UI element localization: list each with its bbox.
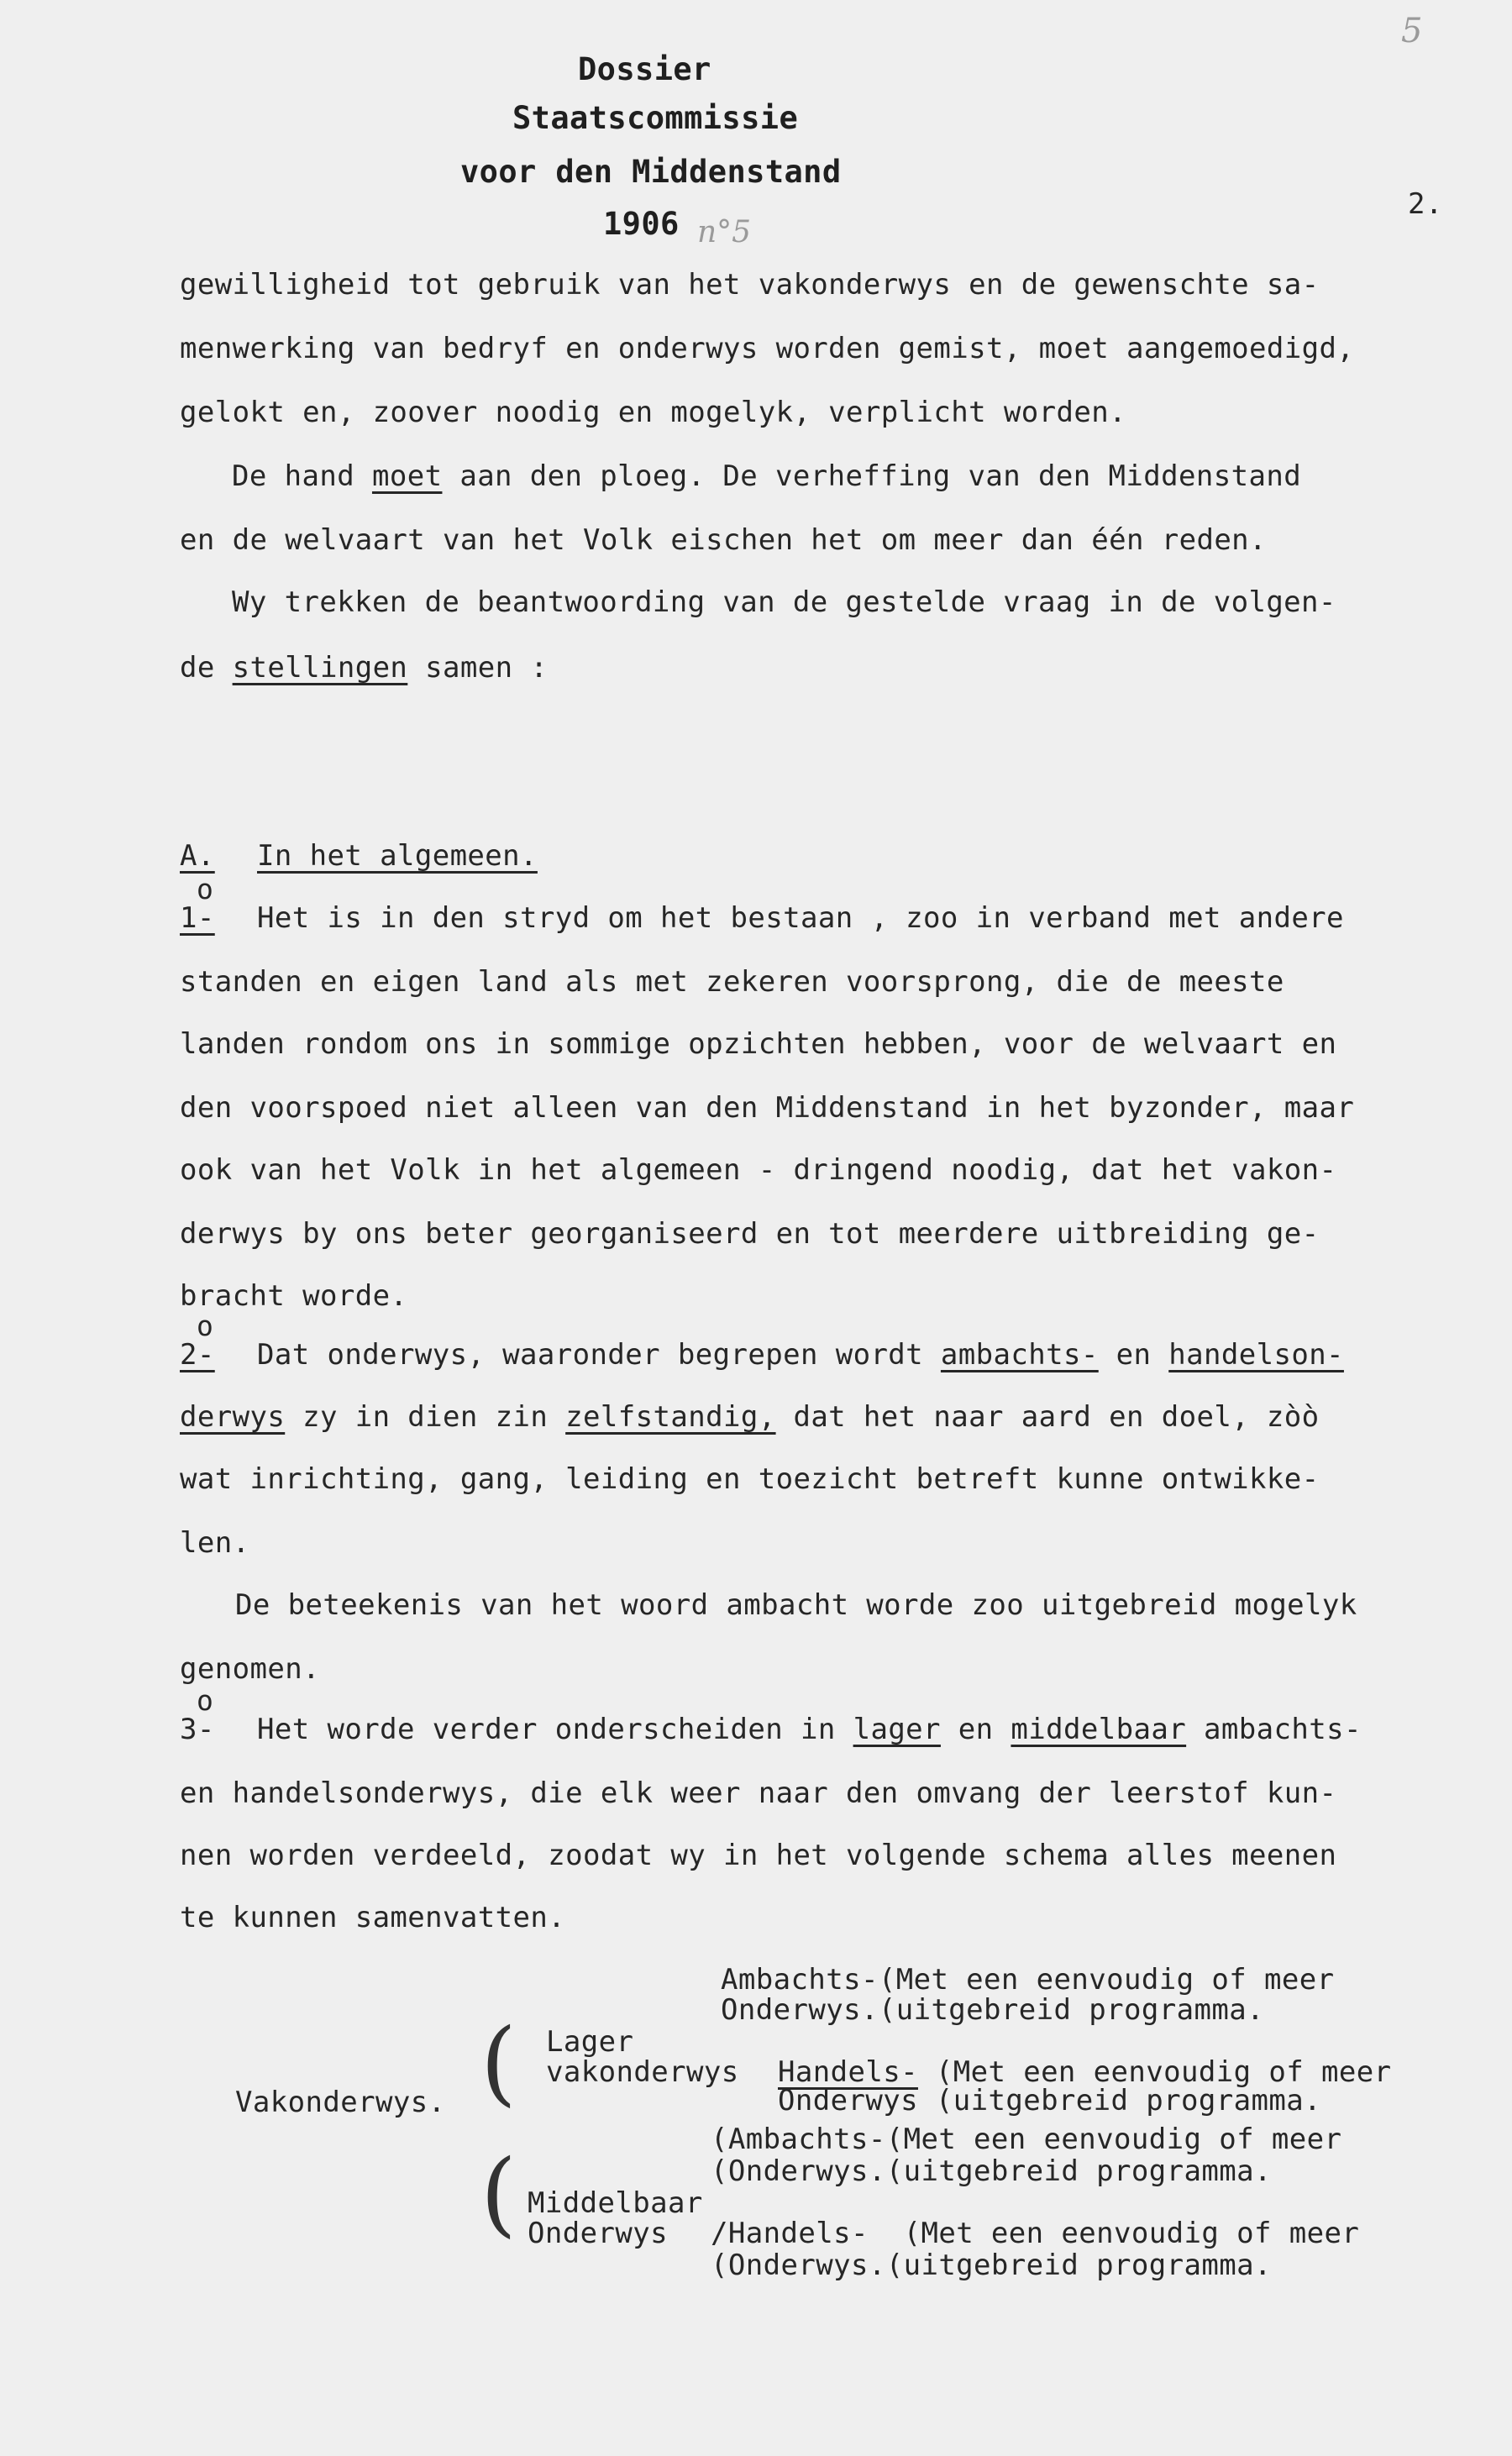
- t2-text-c: zy in dien zin: [285, 1400, 566, 1434]
- schema-lager-handels-2: Onderwys (uitgebreid programma.: [778, 2084, 1321, 2118]
- schema-lager-label-1: Lager: [546, 2025, 634, 2059]
- lager-ambachts-label-2: Onderwys.: [721, 1993, 879, 2027]
- schema-middelbaar-label-2: Onderwys: [528, 2217, 668, 2250]
- lager-handels-label: Handels-: [778, 2055, 918, 2089]
- t2-underlined-handelson: handelson-: [1168, 1338, 1344, 1372]
- section-a-heading: In het algemeen.: [257, 839, 538, 873]
- middelbaar-ambachts-label-2: Onderwys.: [727, 2154, 886, 2188]
- lager-handels-option-1: Met een eenvoudig of meer: [953, 2055, 1392, 2089]
- p3-text-b: samen :: [407, 651, 549, 685]
- schema-root-brace-top: (: [480, 2008, 517, 2116]
- corner-pencil-mark: 5: [1401, 12, 1423, 50]
- lager-handels-label-2: Onderwys: [778, 2084, 918, 2118]
- lager-ambachts-option-1: Met een eenvoudig of meer: [895, 1963, 1335, 1997]
- p3-underlined-word: stellingen: [232, 651, 408, 685]
- thesis-1-line-5: ook van het Volk in het algemeen - dringend noodig, dat het vakon-: [180, 1153, 1337, 1187]
- p2-text-b: aan den ploeg. De verheffing van den Middenstand: [442, 459, 1302, 493]
- schema-lager-ambachts-1: Ambachts-(Met een eenvoudig of meer: [721, 1963, 1335, 1997]
- thesis-1-line-1: Het is in den stryd om het bestaan , zoo in verband met andere: [257, 901, 1344, 935]
- t3-underlined-lager: lager: [853, 1713, 941, 1746]
- t3-text-b: en: [940, 1713, 1011, 1746]
- t2-text-a: Dat onderwys, waaronder begrepen wordt: [257, 1338, 941, 1372]
- thesis-3-line-1: [257, 1715, 1362, 1744]
- section-a-letter: A.: [180, 839, 215, 873]
- schema-lager-label-2: vakonderwys: [546, 2055, 739, 2089]
- page-number: 2.: [1408, 187, 1443, 221]
- stamp-line-staatscommissie: Staatscommissie: [512, 100, 799, 136]
- schema-middelbaar-ambachts-2: (Onderwys.(uitgebreid programma.: [711, 2154, 1272, 2188]
- lager-ambachts-label: Ambachts-: [721, 1963, 879, 1997]
- thesis-3-number: 3-: [180, 1713, 215, 1746]
- p2-underlined-word: moet: [371, 459, 443, 493]
- t2-underlined-derwys: derwys: [180, 1400, 286, 1434]
- t3-text-c: ambachts-: [1186, 1713, 1362, 1746]
- schema-root-brace-bottom: (: [480, 2139, 517, 2247]
- thesis-2-line-1: [257, 1338, 1344, 1372]
- schema-middelbaar-handels-2: (Onderwys.(uitgebreid programma.: [711, 2249, 1272, 2282]
- pencil-archive-note: n°5: [697, 215, 752, 249]
- thesis-2-number: 2-: [180, 1338, 215, 1372]
- schema-middelbaar-label-1: Middelbaar: [528, 2186, 703, 2220]
- t2-text-b: en: [1098, 1338, 1169, 1372]
- thesis-3-line-3: nen worden verdeeld, zoodat wy in het volgende schema alles meenen: [180, 1839, 1337, 1872]
- schema-lager-ambachts-2: Onderwys.(uitgebreid programma.: [721, 1993, 1264, 2027]
- schema-root-label: Vakonderwys.: [235, 2086, 446, 2119]
- thesis-2-line-4: len.: [180, 1526, 250, 1560]
- middelbaar-handels-label-2: Onderwys.: [727, 2249, 886, 2282]
- p3-text-a: de: [180, 651, 233, 685]
- schema-middelbaar-ambachts-1: (Ambachts-(Met een eenvoudig of meer: [711, 2123, 1342, 2156]
- stamp-line-dossier: Dossier: [578, 51, 711, 87]
- thesis-1-line-3: landen rondom ons in sommige opzichten hebben, voor de welvaart en: [180, 1027, 1337, 1061]
- thesis-1-line-7: bracht worde.: [180, 1279, 408, 1313]
- thesis-2-line-6: genomen.: [180, 1652, 320, 1686]
- middelbaar-ambachts-option-1: Met een eenvoudig of meer: [903, 2123, 1342, 2156]
- p2-line-2: en de welvaart van het Volk eischen het om meer dan één reden.: [180, 523, 1267, 557]
- thesis-3-line-4: te kunnen samenvatten.: [180, 1901, 566, 1934]
- thesis-3-line-2: en handelsonderwys, die elk weer naar den omvang der leerstof kun-: [180, 1776, 1337, 1810]
- lager-handels-option-2: uitgebreid programma.: [953, 2084, 1321, 2118]
- middelbaar-ambachts-option-2: uitgebreid programma.: [903, 2154, 1272, 2188]
- thesis-1-line-2: standen en eigen land als met zekeren voorsprong, die de meeste: [180, 965, 1284, 999]
- middelbaar-ambachts-label: Ambachts-: [727, 2123, 886, 2156]
- p1-line-3: gelokt en, zoover noodig en mogelyk, verplicht worden.: [180, 396, 1126, 429]
- thesis-1-degree-mark: o: [197, 873, 214, 905]
- t2-underlined-ambachts: ambachts-: [940, 1338, 1099, 1372]
- p3-line-2: [180, 651, 549, 685]
- schema-middelbaar-handels-1: /Handels- (Met een eenvoudig of meer: [711, 2217, 1360, 2250]
- middelbaar-handels-option-2: uitgebreid programma.: [903, 2249, 1272, 2282]
- thesis-1-number: 1-: [180, 901, 215, 935]
- t3-text-a: Het worde verder onderscheiden in: [257, 1713, 853, 1746]
- p1-line-1: gewilligheid tot gebruik van het vakonderwys en de gewenschte sa-: [180, 268, 1320, 302]
- t2-underlined-zelfstandig: zelfstandig,: [565, 1400, 776, 1434]
- thesis-2-line-2: [180, 1400, 1320, 1434]
- lager-ambachts-option-2: uitgebreid programma.: [895, 1993, 1264, 2027]
- t3-underlined-middelbaar: middelbaar: [1011, 1713, 1187, 1746]
- thesis-2-line-3: wat inrichting, gang, leiding en toezicht betreft kunne ontwikke-: [180, 1462, 1320, 1496]
- thesis-3-degree-mark: o: [197, 1684, 214, 1717]
- p2-text-a: De hand: [232, 459, 372, 493]
- thesis-1-line-6: derwys by ons beter georganiseerd en tot meerdere uitbreiding ge-: [180, 1217, 1320, 1251]
- middelbaar-handels-label: Handels-: [727, 2217, 869, 2250]
- stamp-line-middenstand: voor den Middenstand: [460, 154, 842, 190]
- p3-line-1: Wy trekken de beantwoording van de gestelde vraag in de volgen-: [232, 585, 1336, 619]
- thesis-2-line-5: De beteekenis van het woord ambacht worde zoo uitgebreid mogelyk: [235, 1588, 1357, 1622]
- stamp-line-year: 1906: [603, 206, 680, 242]
- schema-lager-handels-1: Handels- (Met een eenvoudig of meer: [778, 2055, 1392, 2089]
- t2-text-d: dat het naar aard en doel, zòò: [775, 1400, 1320, 1434]
- middelbaar-handels-option-1: Met een eenvoudig of meer: [921, 2217, 1360, 2250]
- p2-line-1: [232, 459, 1302, 493]
- p1-line-2: menwerking van bedryf en onderwys worden gemist, moet aangemoedigd,: [180, 332, 1355, 365]
- thesis-2-degree-mark: o: [197, 1309, 214, 1342]
- thesis-1-line-4: den voorspoed niet alleen van den Middenstand in het byzonder, maar: [180, 1091, 1355, 1125]
